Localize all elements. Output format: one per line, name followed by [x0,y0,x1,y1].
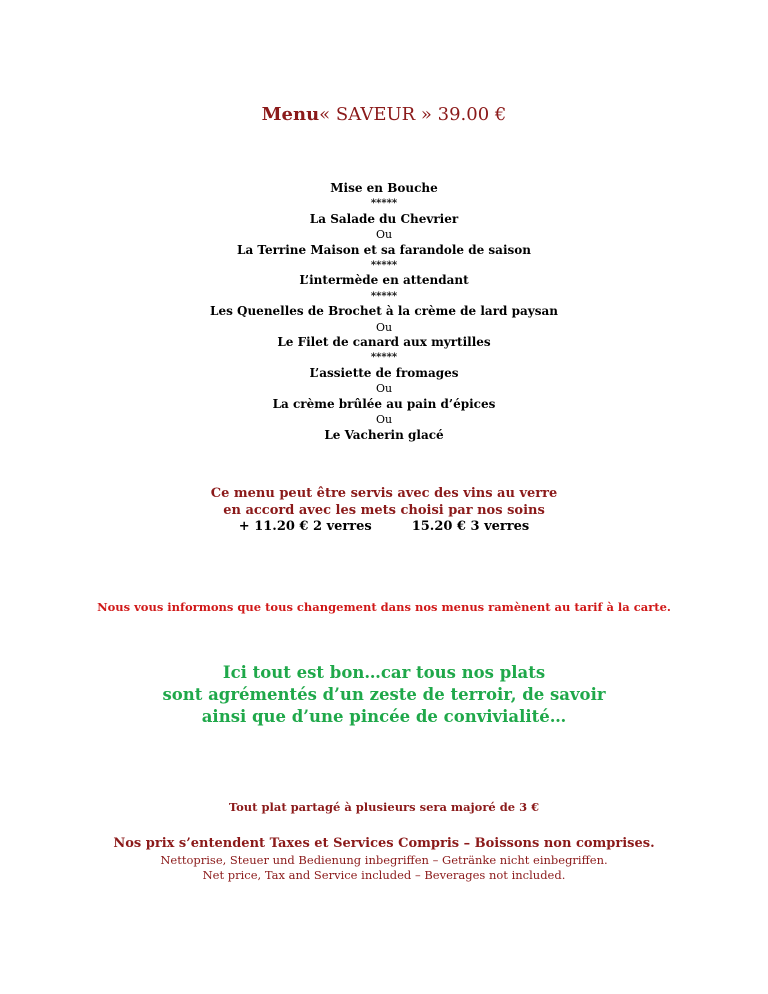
course-item: Le Filet de canard aux myrtilles [277,335,491,350]
footer-german: Nettoprise, Steuer und Bedienung inbegriffen – Getränke nicht einbegriffen. [160,853,608,867]
footer-english: Net price, Tax and Service included – Beverages not included. [202,868,566,882]
menu-change-notice: Nous vous informons que tous changement dans nos menus ramènent au tarif à la carte. [97,600,671,614]
menu-title-rest: « SAVEUR » 39.00 € [319,104,507,125]
wine-price-three: 15.20 € 3 verres [411,519,530,534]
shared-dish-note: Tout plat partagé à plusieurs sera majoré de 3 € [228,800,540,814]
course-list [0,181,768,443]
wine-prices [0,519,768,536]
wine-pairing [0,486,768,536]
wine-line-1: Ce menu peut être servis avec des vins au verre [210,486,558,501]
tagline-line-2: sont agrémentés d’un zeste de terroir, de savoir [162,685,606,704]
course-or: Ou [375,413,393,427]
menu-title [0,104,768,125]
course-or: Ou [375,382,393,396]
course-or: Ou [375,228,393,242]
course-or: Ou [375,320,393,334]
price-footer [0,835,768,883]
tagline-line-3: ainsi que d’une pincée de convivialité… [201,707,567,726]
footer-french: Nos prix s’entendent Taxes et Services Compris – Boissons non comprises. [113,836,655,851]
course-item: Les Quenelles de Brochet à la crème de lard paysan [210,304,558,319]
course-item: La Terrine Maison et sa farandole de saison [237,242,531,257]
tagline [0,662,768,728]
course-separator: ***** [370,352,398,364]
course-item: La crème brûlée au pain d’épices [272,396,496,411]
tagline-line-1: Ici tout est bon…car tous nos plats [222,663,546,682]
course-item: La Salade du Chevrier [309,211,459,226]
course-item: L’assiette de fromages [309,365,459,380]
course-separator: ***** [370,260,398,272]
course-item: L’intermède en attendant [299,273,469,288]
course-item: Le Vacherin glacé [324,427,444,442]
course-separator: ***** [370,290,398,302]
menu-title-bold: Menu [261,104,320,125]
wine-price-two: + 11.20 € 2 verres [238,519,372,534]
course-item: Mise en Bouche [330,181,438,195]
wine-line-2: en accord avec les mets choisi par nos soins [223,502,545,518]
course-separator: ***** [370,198,398,210]
